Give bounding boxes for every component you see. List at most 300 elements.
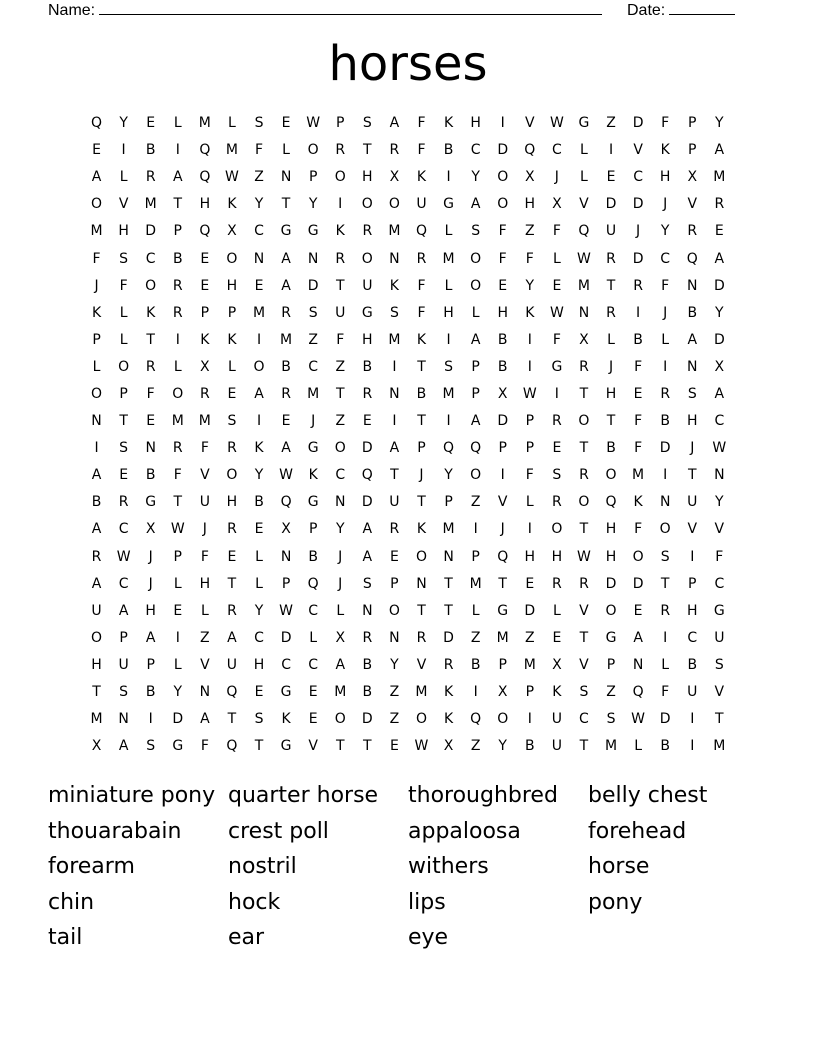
grid-letter: X xyxy=(91,738,102,755)
grid-letter: R xyxy=(416,250,427,267)
grid-letter: D xyxy=(145,223,157,240)
word-list-item: thoroughbred xyxy=(408,783,558,808)
grid-letter: U xyxy=(551,711,562,728)
grid-letter: I xyxy=(690,738,695,755)
grid-letter: O xyxy=(334,440,346,457)
grid-row xyxy=(83,273,733,300)
grid-letter: K xyxy=(91,304,102,321)
grid-letter: T xyxy=(417,494,426,511)
grid-letter: O xyxy=(307,142,319,159)
grid-letter: B xyxy=(145,684,156,701)
grid-letter: F xyxy=(552,223,561,240)
grid-letter: U xyxy=(551,738,562,755)
grid-letter: G xyxy=(551,358,563,375)
grid-letter: F xyxy=(146,385,155,402)
grid-letter: Y xyxy=(444,467,453,484)
grid-letter: B xyxy=(470,656,481,673)
grid-letter: C xyxy=(118,575,129,592)
grid-letter: E xyxy=(552,277,562,294)
grid-letter: M xyxy=(604,738,618,755)
grid-letter: N xyxy=(199,684,211,701)
grid-letter: M xyxy=(307,385,320,402)
grid-letter: D xyxy=(497,413,509,430)
grid-letter: F xyxy=(661,115,670,132)
grid-letter: J xyxy=(500,521,505,538)
grid-letter: T xyxy=(146,331,155,348)
grid-letter: U xyxy=(335,304,346,321)
grid-letter: P xyxy=(200,304,210,321)
grid-letter: L xyxy=(255,548,263,565)
grid-letter: O xyxy=(415,548,427,565)
grid-letter: C xyxy=(145,250,156,267)
grid-letter: K xyxy=(335,223,345,240)
grid-letter: Y xyxy=(525,277,535,294)
grid-letter: O xyxy=(470,467,482,484)
grid-letter: U xyxy=(226,656,238,673)
grid-letter: B xyxy=(497,331,508,348)
grid-letter: D xyxy=(361,494,373,511)
grid-letter: P xyxy=(525,684,535,701)
grid-letter: O xyxy=(470,250,482,267)
grid-letter: K xyxy=(146,304,156,321)
grid-letter: I xyxy=(554,385,559,402)
grid-letter: Q xyxy=(226,738,238,755)
grid-letter: A xyxy=(281,250,291,267)
grid-letter: R xyxy=(335,142,346,159)
grid-letter: S xyxy=(308,304,318,321)
grid-letter: L xyxy=(92,358,101,375)
grid-letter: R xyxy=(227,521,237,538)
grid-letter: X xyxy=(145,521,156,538)
grid-letter: R xyxy=(579,575,589,592)
grid-letter: R xyxy=(145,169,156,186)
grid-letter: U xyxy=(362,277,373,294)
grid-row xyxy=(83,679,733,706)
grid-letter: R xyxy=(362,629,373,646)
grid-letter: T xyxy=(444,602,453,619)
grid-letter: Q xyxy=(686,250,698,267)
grid-letter: G xyxy=(605,629,617,646)
grid-letter: R xyxy=(227,440,237,457)
grid-letter: E xyxy=(308,711,318,728)
grid-letter: R xyxy=(389,521,400,538)
grid-letter: N xyxy=(280,548,292,565)
grid-letter: W xyxy=(577,250,591,267)
grid-letter: H xyxy=(362,169,373,186)
grid-letter: R xyxy=(389,142,400,159)
word-list-item: hock xyxy=(228,889,281,915)
grid-letter: P xyxy=(119,629,128,646)
grid-letter: G xyxy=(280,223,292,240)
grid-letter: W xyxy=(279,602,293,619)
grid-letter: R xyxy=(714,196,725,213)
grid-letter: X xyxy=(389,169,400,186)
grid-letter: R xyxy=(281,304,291,321)
grid-letter: X xyxy=(281,521,291,538)
grid-letter: I xyxy=(473,521,478,538)
grid-row xyxy=(83,381,733,408)
grid-letter: I xyxy=(663,629,668,646)
grid-letter: I xyxy=(175,629,180,646)
grid-letter: Q xyxy=(497,548,509,565)
grid-letter: L xyxy=(228,115,236,132)
grid-letter: F xyxy=(119,277,128,294)
grid-row xyxy=(83,625,733,652)
name-field[interactable] xyxy=(48,0,602,20)
grid-letter: P xyxy=(119,385,128,402)
grid-letter: N xyxy=(416,575,427,592)
grid-letter: M xyxy=(577,277,590,294)
grid-letter: I xyxy=(94,440,99,457)
grid-letter: N xyxy=(578,304,590,321)
grid-letter: V xyxy=(687,521,698,538)
grid-letter: H xyxy=(524,196,536,213)
grid-letter: A xyxy=(281,277,291,294)
grid-letter: I xyxy=(473,684,478,701)
grid-letter: L xyxy=(552,250,561,267)
grid-letter: R xyxy=(660,385,671,402)
grid-letter: L xyxy=(444,277,453,294)
grid-letter: U xyxy=(416,196,427,213)
grid-letter: D xyxy=(713,331,725,348)
word-list-item: quarter horse xyxy=(228,783,379,808)
grid-letter: O xyxy=(605,602,617,619)
grid-letter: P xyxy=(281,575,291,592)
grid-letter: A xyxy=(714,250,725,267)
grid-letter: E xyxy=(606,169,616,186)
grid-letter: Z xyxy=(470,738,481,755)
grid-letter: H xyxy=(91,656,102,673)
grid-letter: Q xyxy=(443,440,455,457)
grid-letter: I xyxy=(121,142,126,159)
grid-letter: L xyxy=(173,656,182,673)
grid-letter: I xyxy=(446,169,451,186)
grid-letter: L xyxy=(471,602,480,619)
grid-letter: Y xyxy=(254,602,264,619)
grid-letter: K xyxy=(200,331,210,348)
grid-letter: L xyxy=(336,602,345,619)
grid-letter: B xyxy=(524,738,535,755)
grid-letter: I xyxy=(175,331,180,348)
grid-letter: E xyxy=(525,575,535,592)
grid-letter: N xyxy=(362,602,373,619)
grid-letter: A xyxy=(389,440,400,457)
grid-letter: I xyxy=(256,331,262,348)
grid-letter: N xyxy=(145,440,156,457)
grid-letter: G xyxy=(307,440,319,457)
grid-letter: W xyxy=(414,738,429,755)
grid-letter: A xyxy=(91,575,102,592)
grid-letter: J xyxy=(338,575,343,592)
grid-letter: W xyxy=(116,548,131,565)
grid-row xyxy=(83,110,733,137)
grid-letter: O xyxy=(497,169,509,186)
grid-letter: V xyxy=(633,142,643,159)
grid-letter: N xyxy=(118,711,129,728)
grid-letter: C xyxy=(308,358,319,375)
grid-letter: G xyxy=(443,196,454,213)
grid-letter: L xyxy=(580,142,588,159)
grid-letter: N xyxy=(91,413,102,430)
grid-letter: O xyxy=(578,413,590,430)
grid-letter: R xyxy=(118,494,129,511)
grid-letter: Q xyxy=(524,142,536,159)
date-field[interactable] xyxy=(627,0,735,20)
grid-letter: V xyxy=(118,196,129,213)
date-blank-line[interactable] xyxy=(669,0,735,15)
grid-letter: F xyxy=(200,738,209,755)
grid-letter: M xyxy=(713,169,726,186)
grid-letter: I xyxy=(527,521,532,538)
grid-letter: G xyxy=(307,223,319,240)
grid-letter: Q xyxy=(632,684,644,701)
grid-letter: E xyxy=(552,629,562,646)
grid-letter: B xyxy=(660,413,670,430)
grid-letter: H xyxy=(551,548,563,565)
grid-letter: Q xyxy=(199,223,211,240)
grid-letter: Z xyxy=(470,629,481,646)
grid-letter: H xyxy=(118,223,129,240)
grid-letter: W xyxy=(306,115,321,132)
grid-letter: R xyxy=(199,385,210,402)
grid-letter: J xyxy=(554,169,559,186)
grid-row xyxy=(83,354,733,381)
grid-letter: I xyxy=(392,413,397,430)
grid-letter: B xyxy=(362,358,373,375)
grid-letter: P xyxy=(525,413,535,430)
grid-letter: L xyxy=(200,602,209,619)
grid-letter: E xyxy=(254,684,264,701)
grid-letter: X xyxy=(552,656,562,673)
grid-letter: R xyxy=(172,440,183,457)
grid-letter: M xyxy=(280,331,293,348)
name-blank-line[interactable] xyxy=(99,0,602,15)
grid-letter: B xyxy=(281,358,291,375)
grid-letter: A xyxy=(389,115,400,132)
grid-letter: Z xyxy=(389,684,400,701)
grid-letter: Q xyxy=(226,684,238,701)
word-list-item: thouarabain xyxy=(48,818,182,844)
grid-letter: S xyxy=(119,684,129,701)
grid-letter: R xyxy=(281,385,291,402)
grid-letter: T xyxy=(687,467,697,484)
grid-letter: Z xyxy=(308,331,318,348)
grid-row xyxy=(83,571,733,598)
grid-letter: Y xyxy=(390,656,399,673)
grid-letter: S xyxy=(389,304,399,321)
grid-letter: L xyxy=(173,575,182,592)
grid-letter: N xyxy=(389,385,400,402)
grid-letter: F xyxy=(417,304,426,321)
grid-letter: D xyxy=(605,196,617,213)
grid-letter: C xyxy=(551,142,562,159)
grid-letter: V xyxy=(714,521,725,538)
grid-letter: E xyxy=(281,115,291,132)
letter-grid xyxy=(83,110,733,760)
grid-letter: G xyxy=(280,738,292,755)
grid-letter: R xyxy=(552,413,562,430)
grid-letter: E xyxy=(633,385,643,402)
grid-letter: A xyxy=(91,467,102,484)
grid-letter: V xyxy=(497,494,508,511)
grid-letter: Y xyxy=(119,115,128,132)
grid-letter: R xyxy=(552,575,562,592)
grid-letter: P xyxy=(390,575,399,592)
grid-letter: P xyxy=(498,656,507,673)
grid-letter: R xyxy=(606,250,616,267)
grid-letter: N xyxy=(659,494,671,511)
grid-letter: N xyxy=(632,656,644,673)
grid-letter: G xyxy=(307,494,319,511)
grid-letter: Q xyxy=(470,711,482,728)
grid-letter: Y xyxy=(498,738,507,755)
grid-letter: E xyxy=(200,277,210,294)
grid-letter: M xyxy=(388,331,401,348)
grid-letter: R xyxy=(606,304,616,321)
grid-letter: L xyxy=(119,169,128,186)
grid-letter: H xyxy=(253,656,265,673)
grid-letter: A xyxy=(362,548,373,565)
grid-letter: C xyxy=(254,629,264,646)
grid-letter: F xyxy=(525,250,534,267)
grid-letter: A xyxy=(172,169,183,186)
grid-letter: R xyxy=(579,467,589,484)
grid-letter: L xyxy=(255,575,263,592)
grid-letter: Z xyxy=(606,115,616,132)
grid-letter: D xyxy=(524,602,536,619)
grid-letter: F xyxy=(336,331,345,348)
grid-letter: U xyxy=(714,629,725,646)
grid-letter: K xyxy=(281,711,291,728)
grid-letter: P xyxy=(146,656,155,673)
grid-row xyxy=(83,544,733,571)
grid-letter: W xyxy=(225,169,239,186)
grid-letter: B xyxy=(308,548,318,565)
word-list-item: lips xyxy=(408,889,446,915)
grid-letter: I xyxy=(256,413,262,430)
grid-letter: O xyxy=(497,711,509,728)
grid-letter: J xyxy=(663,304,668,321)
grid-letter: K xyxy=(416,331,427,348)
grid-letter: M xyxy=(713,738,726,755)
grid-letter: F xyxy=(661,684,670,701)
grid-letter: B xyxy=(443,142,454,159)
word-list-item: eye xyxy=(408,925,449,951)
grid-letter: W xyxy=(549,115,564,132)
grid-letter: X xyxy=(687,169,698,186)
grid-letter: T xyxy=(363,142,372,159)
grid-letter: W xyxy=(577,548,591,565)
grid-letter: E xyxy=(362,413,372,430)
grid-letter: I xyxy=(500,467,505,484)
grid-letter: M xyxy=(632,467,645,484)
grid-letter: N xyxy=(389,629,400,646)
grid-letter: K xyxy=(660,142,670,159)
grid-letter: L xyxy=(525,494,534,511)
grid-letter: C xyxy=(470,142,481,159)
grid-letter: Y xyxy=(335,521,345,538)
grid-letter: L xyxy=(119,331,128,348)
grid-letter: O xyxy=(361,250,373,267)
grid-letter: E xyxy=(146,115,156,132)
grid-letter: R xyxy=(579,358,589,375)
grid-letter: M xyxy=(442,250,455,267)
grid-letter: G xyxy=(280,684,292,701)
grid-letter: G xyxy=(172,738,184,755)
grid-letter: Z xyxy=(524,223,535,240)
grid-letter: A xyxy=(145,629,156,646)
grid-letter: H xyxy=(199,575,211,592)
grid-letter: C xyxy=(254,223,264,240)
grid-letter: L xyxy=(282,142,290,159)
grid-letter: L xyxy=(607,331,615,348)
grid-letter: L xyxy=(228,358,236,375)
grid-letter: E xyxy=(552,440,562,457)
grid-letter: X xyxy=(579,331,589,348)
grid-letter: Y xyxy=(254,196,264,213)
grid-letter: M xyxy=(496,629,509,646)
grid-letter: B xyxy=(687,304,698,321)
grid-letter: I xyxy=(690,711,695,728)
grid-letter: F xyxy=(92,250,101,267)
grid-letter: N xyxy=(443,548,454,565)
grid-letter: H xyxy=(226,494,238,511)
grid-letter: W xyxy=(170,521,185,538)
grid-letter: B xyxy=(497,358,508,375)
grid-letter: T xyxy=(227,575,237,592)
grid-letter: B xyxy=(172,250,183,267)
grid-letter: H xyxy=(443,304,454,321)
grid-letter: S xyxy=(579,684,589,701)
grid-letter: N xyxy=(687,358,698,375)
grid-letter: J xyxy=(338,548,343,565)
grid-letter: Z xyxy=(200,629,210,646)
grid-letter: T xyxy=(173,196,183,213)
grid-letter: H xyxy=(524,548,536,565)
grid-letter: H xyxy=(605,385,617,402)
grid-letter: W xyxy=(279,467,293,484)
grid-letter: M xyxy=(442,521,455,538)
grid-letter: X xyxy=(200,358,210,375)
grid-letter: P xyxy=(92,331,101,348)
grid-letter: H xyxy=(686,413,698,430)
grid-letter: P xyxy=(471,548,480,565)
grid-letter: J xyxy=(690,440,695,457)
grid-letter: R xyxy=(172,277,183,294)
grid-letter: D xyxy=(497,142,509,159)
grid-letter: P xyxy=(444,494,453,511)
grid-letter: L xyxy=(173,115,182,132)
grid-letter: K xyxy=(416,169,427,186)
grid-letter: T xyxy=(417,358,426,375)
grid-letter: N xyxy=(280,169,292,186)
grid-letter: P xyxy=(688,142,697,159)
grid-letter: F xyxy=(525,467,534,484)
grid-letter: F xyxy=(417,142,426,159)
grid-letter: Q xyxy=(470,440,482,457)
grid-letter: F xyxy=(661,277,670,294)
grid-letter: S xyxy=(254,115,264,132)
grid-letter: T xyxy=(579,385,589,402)
grid-letter: D xyxy=(443,629,454,646)
grid-letter: I xyxy=(500,115,505,132)
grid-letter: B xyxy=(606,440,616,457)
grid-letter: K xyxy=(552,684,562,701)
grid-letter: V xyxy=(416,656,427,673)
grid-letter: G xyxy=(578,115,590,132)
grid-letter: K xyxy=(254,440,264,457)
grid-letter: U xyxy=(389,494,400,511)
